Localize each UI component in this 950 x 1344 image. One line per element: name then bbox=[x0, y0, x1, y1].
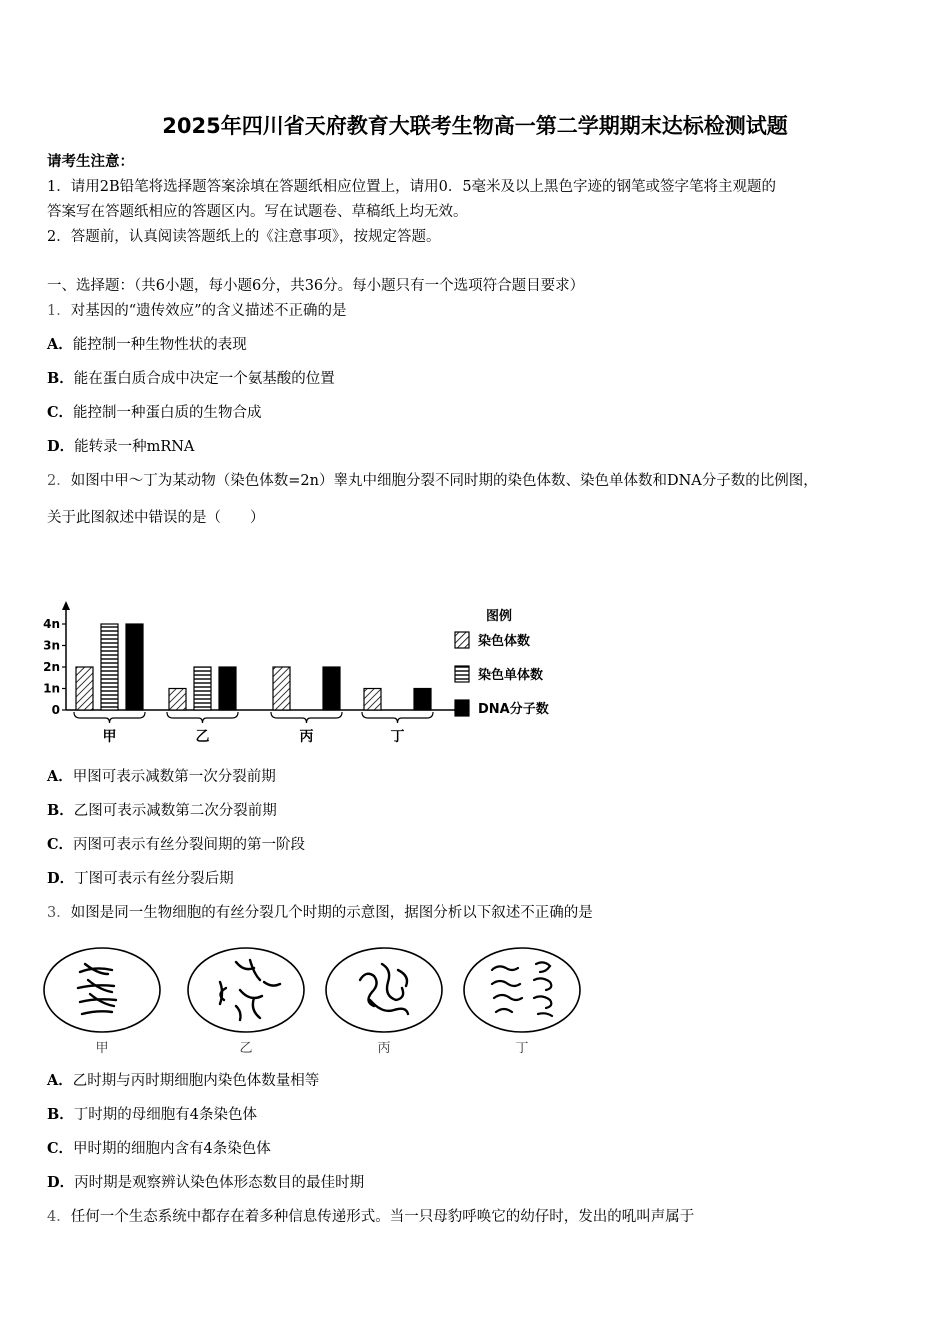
y-tick-label: 1n bbox=[43, 681, 60, 696]
cell-label: 乙 bbox=[239, 1041, 253, 1056]
cell-label: 丙 bbox=[377, 1041, 391, 1056]
option-label: A． bbox=[47, 1072, 73, 1089]
q1-option-c bbox=[47, 403, 262, 423]
question-number: 4． bbox=[47, 1209, 71, 1225]
y-tick-label: 2n bbox=[43, 660, 60, 674]
bar-chart bbox=[40, 598, 620, 758]
category-brace bbox=[74, 712, 145, 723]
option-text: 丁图可表示有丝分裂后期 bbox=[74, 871, 234, 887]
category-label: 乙 bbox=[195, 729, 210, 745]
option-label: B． bbox=[47, 1106, 74, 1123]
q1-option-d bbox=[47, 437, 194, 457]
option-text: 甲时期的细胞内含有4条染色体 bbox=[73, 1141, 271, 1157]
q2-option-d bbox=[47, 869, 234, 889]
y-axis-arrow bbox=[62, 601, 70, 610]
option-label: C． bbox=[47, 404, 74, 421]
legend-title: 图例 bbox=[486, 609, 513, 624]
legend-swatch-chromatid bbox=[455, 666, 469, 682]
option-label: D． bbox=[47, 438, 75, 455]
question-text: 如图是同一生物细胞的有丝分裂几个时期的示意图，据图分析以下叙述不正确的是 bbox=[70, 905, 593, 921]
question-2-stem-line-2: 关于此图叙述中错误的是（ ） bbox=[47, 510, 265, 526]
y-tick-label: 4n bbox=[43, 617, 60, 631]
cell-ding bbox=[464, 948, 580, 1032]
q1-option-b bbox=[47, 369, 335, 389]
option-text: 乙时期与丙时期细胞内染色体数量相等 bbox=[72, 1073, 320, 1089]
chromosomes-ding bbox=[492, 962, 552, 1016]
question-number: 1． bbox=[47, 303, 71, 319]
cell-yi bbox=[188, 948, 304, 1032]
q2-option-c bbox=[47, 835, 305, 855]
option-label: B． bbox=[47, 370, 74, 387]
option-text: 能控制一种蛋白质的生物合成 bbox=[73, 405, 262, 421]
option-label: A． bbox=[47, 336, 73, 353]
cell-label: 甲 bbox=[95, 1041, 109, 1056]
bar-chromosome-3 bbox=[273, 667, 290, 710]
q3-option-c bbox=[47, 1139, 271, 1159]
question-number: 3． bbox=[47, 905, 71, 921]
bar-chromosome-2 bbox=[169, 689, 186, 711]
category-label: 丁 bbox=[390, 729, 405, 745]
q2-option-a bbox=[47, 767, 276, 787]
option-label: C． bbox=[47, 1140, 74, 1157]
bar-dna-2 bbox=[219, 667, 236, 710]
y-tick-label: 0 bbox=[51, 703, 60, 717]
question-text: 任何一个生态系统中都存在着多种信息传递形式。当一只母豹呼唤它的幼仔时，发出的吼叫声属于 bbox=[70, 1209, 695, 1225]
question-2-stem-line-1 bbox=[47, 471, 818, 491]
legend-swatch-dna bbox=[455, 700, 469, 716]
legend-swatch-chromosome bbox=[455, 632, 469, 648]
option-text: 乙图可表示减数第二次分裂前期 bbox=[73, 803, 277, 819]
bar-dna-4 bbox=[414, 689, 431, 711]
question-4-stem bbox=[47, 1207, 694, 1227]
question-1-stem bbox=[47, 301, 347, 321]
option-text: 丁时期的母细胞有4条染色体 bbox=[73, 1107, 257, 1123]
chromosomes-bing bbox=[360, 964, 408, 1014]
category-brace bbox=[271, 712, 342, 723]
q3-option-a bbox=[47, 1071, 319, 1091]
bar-dna-1 bbox=[126, 624, 143, 710]
category-brace bbox=[167, 712, 238, 723]
bar-chromatid-2 bbox=[194, 667, 211, 710]
chromosomes-jia bbox=[78, 964, 116, 1014]
category-label: 甲 bbox=[102, 729, 117, 745]
category-label: 丙 bbox=[299, 729, 314, 745]
option-text: 能转录一种mRNA bbox=[74, 439, 195, 455]
option-text: 甲图可表示减数第一次分裂前期 bbox=[72, 769, 276, 785]
notice-item-1-line-2: 答案写在答题纸相应的答题区内。写在试题卷、草稿纸上均无效。 bbox=[47, 204, 468, 220]
cell-bing bbox=[326, 948, 442, 1032]
option-label: D． bbox=[47, 870, 75, 887]
option-text: 丙时期是观察辨认染色体形态数目的最佳时期 bbox=[74, 1175, 365, 1191]
bar-chromosome-1 bbox=[76, 667, 93, 710]
bar-dna-3 bbox=[323, 667, 340, 710]
chromosomes-yi bbox=[220, 960, 280, 1020]
question-text: 对基因的“遗传效应”的含义描述不正确的是 bbox=[70, 303, 347, 319]
option-label: A． bbox=[47, 768, 73, 785]
notice-item-1-line-1: 1．请用2B铅笔将选择题答案涂填在答题纸相应位置上，请用0．5毫米及以上黑色字迹的钢笔或签字笔将主观题的 bbox=[47, 179, 777, 195]
cell-division-figure bbox=[40, 940, 600, 1060]
bar-chromatid-1 bbox=[101, 624, 118, 710]
question-number: 2． bbox=[47, 473, 71, 489]
legend-label-chromosome: 染色体数 bbox=[478, 634, 531, 649]
q2-option-b bbox=[47, 801, 277, 821]
notice-heading: 请考生注意： bbox=[47, 153, 134, 170]
section-heading: 一、选择题：（共6小题，每小题6分，共36分。每小题只有一个选项符合题目要求） bbox=[47, 278, 585, 294]
notice-item-2: 2．答题前，认真阅读答题纸上的《注意事项》，按规定答题。 bbox=[47, 229, 441, 245]
option-label: B． bbox=[47, 802, 74, 819]
option-text: 能在蛋白质合成中决定一个氨基酸的位置 bbox=[73, 371, 335, 387]
bar-chromosome-4 bbox=[364, 689, 381, 711]
page-title: 2025年四川省天府教育大联考生物高一第二学期期末达标检测试题 bbox=[162, 114, 788, 138]
question-3-stem bbox=[47, 903, 593, 923]
legend-label-chromatid: 染色单体数 bbox=[478, 668, 544, 683]
question-text: 如图中甲～丁为某动物（染色体数=2n）睾丸中细胞分裂不同时期的染色体数、染色单体数和DNA分子数的比例图， bbox=[70, 473, 818, 489]
category-brace bbox=[362, 712, 433, 723]
y-tick-label: 3n bbox=[43, 638, 60, 653]
option-text: 能控制一种生物性状的表现 bbox=[72, 337, 247, 353]
q1-option-a bbox=[47, 335, 247, 355]
q3-option-b bbox=[47, 1105, 257, 1125]
option-text: 丙图可表示有丝分裂间期的第一阶段 bbox=[73, 837, 306, 853]
option-label: C． bbox=[47, 836, 74, 853]
legend-label-dna: DNA分子数 bbox=[478, 702, 549, 717]
cell-label: 丁 bbox=[515, 1041, 529, 1056]
option-label: D． bbox=[47, 1174, 75, 1191]
q3-option-d bbox=[47, 1173, 364, 1193]
